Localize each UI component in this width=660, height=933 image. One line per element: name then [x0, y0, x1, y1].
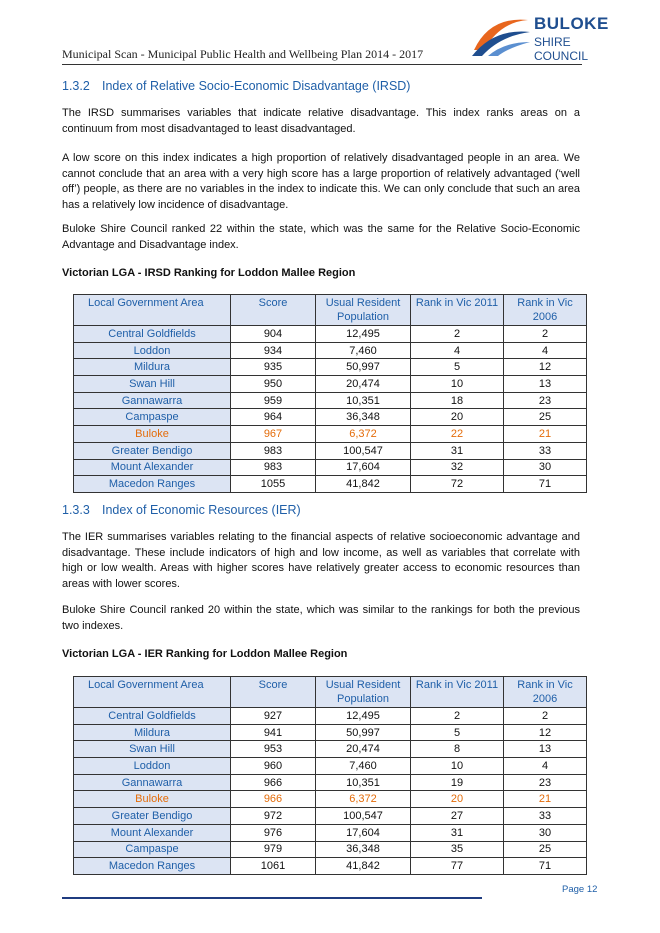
population-cell: 41,842 [316, 476, 411, 493]
lga-cell: Mount Alexander [74, 824, 231, 841]
rank-2006-cell: 13 [504, 376, 587, 393]
rank-2006-cell: 25 [504, 409, 587, 426]
population-cell: 100,547 [316, 442, 411, 459]
population-cell: 17,604 [316, 459, 411, 476]
lga-cell: Swan Hill [74, 376, 231, 393]
section-number: 1.3.3 [62, 503, 90, 517]
score-cell: 966 [231, 791, 316, 808]
lga-cell: Mount Alexander [74, 459, 231, 476]
irsd-table-caption: Victorian LGA - IRSD Ranking for Loddon Mallee Region [62, 267, 356, 279]
ier-paragraph-1: The IER summarises variables relating to the financial aspects of relative socioeconomic advantage and disadvantage. These include indicators of high and low income, as well as variables that correlate with high or low wealth. Areas with higher scores have relatively greater access to economic resources than areas with lower scores. [62, 531, 580, 590]
rank-2006-cell: 71 [504, 476, 587, 493]
ier-paragraph-2: Buloke Shire Council ranked 20 within the state, which was similar to the rankings for both the previous two indexes. [62, 604, 580, 632]
irsd-paragraph-3: Buloke Shire Council ranked 22 within the state, which was the same for the Relative Socio-Economic Advantage and Disadvantage index. [62, 223, 580, 251]
rank-2011-cell: 8 [411, 741, 504, 758]
rank-2006-cell: 13 [504, 741, 587, 758]
population-cell: 100,547 [316, 808, 411, 825]
lga-cell: Buloke [74, 791, 231, 808]
table-row [74, 409, 587, 426]
population-cell: 41,842 [316, 858, 411, 875]
section-heading-ier [62, 503, 301, 517]
table-row [74, 758, 587, 775]
population-cell: 20,474 [316, 741, 411, 758]
population-cell: 10,351 [316, 392, 411, 409]
rank-2006-cell: 71 [504, 858, 587, 875]
rank-2011-cell: 20 [411, 409, 504, 426]
score-cell: 934 [231, 342, 316, 359]
population-cell: 50,997 [316, 359, 411, 376]
population-cell: 50,997 [316, 724, 411, 741]
score-cell: 967 [231, 426, 316, 443]
rank-2011-cell: 27 [411, 808, 504, 825]
lga-cell: Loddon [74, 342, 231, 359]
score-cell: 959 [231, 392, 316, 409]
rank-2006-cell: 30 [504, 459, 587, 476]
lga-cell: Loddon [74, 758, 231, 775]
score-cell: 964 [231, 409, 316, 426]
score-cell: 976 [231, 824, 316, 841]
lga-cell: Campaspe [74, 409, 231, 426]
rank-2011-cell: 2 [411, 708, 504, 725]
rank-2006-cell: 30 [504, 824, 587, 841]
score-cell: 935 [231, 359, 316, 376]
table-row [74, 741, 587, 758]
irsd-paragraph-1: The IRSD summarises variables that indicate relative disadvantage. This index ranks areas on a continuum from most disadvantaged to least disadvantaged. [62, 107, 580, 135]
table-row [74, 459, 587, 476]
column-header-score: Score [231, 295, 316, 326]
section-title: Index of Relative Socio-Economic Disadvantage (IRSD) [102, 79, 411, 93]
table-row [74, 392, 587, 409]
rank-2011-cell: 19 [411, 774, 504, 791]
score-cell: 983 [231, 442, 316, 459]
population-cell: 17,604 [316, 824, 411, 841]
lga-cell: Campaspe [74, 841, 231, 858]
score-cell: 972 [231, 808, 316, 825]
column-header-lga: Local Government Area [74, 295, 231, 326]
rank-2011-cell: 10 [411, 758, 504, 775]
rank-2006-cell: 23 [504, 774, 587, 791]
column-header-rank-2011: Rank in Vic 2011 [411, 295, 504, 326]
score-cell: 979 [231, 841, 316, 858]
score-cell: 1061 [231, 858, 316, 875]
table-row [74, 326, 587, 343]
column-header-rank-2006: Rank in Vic 2006 [504, 295, 587, 326]
rank-2011-cell: 18 [411, 392, 504, 409]
rank-2006-cell: 21 [504, 426, 587, 443]
irsd-ranking-table [73, 294, 587, 493]
rank-2011-cell: 4 [411, 342, 504, 359]
logo-swoosh-icon [470, 10, 532, 60]
score-cell: 904 [231, 326, 316, 343]
lga-cell: Gannawarra [74, 392, 231, 409]
score-cell: 953 [231, 741, 316, 758]
score-cell: 960 [231, 758, 316, 775]
population-cell: 10,351 [316, 774, 411, 791]
lga-cell: Greater Bendigo [74, 808, 231, 825]
rank-2011-cell: 31 [411, 442, 504, 459]
rank-2011-cell: 31 [411, 824, 504, 841]
rank-2011-cell: 2 [411, 326, 504, 343]
score-cell: 950 [231, 376, 316, 393]
rank-2011-cell: 77 [411, 858, 504, 875]
table-row [74, 376, 587, 393]
rank-2006-cell: 12 [504, 724, 587, 741]
column-header-population: Usual Resident Population [316, 677, 411, 708]
column-header-population: Usual Resident Population [316, 295, 411, 326]
rank-2006-cell: 2 [504, 708, 587, 725]
table-header-row [74, 677, 587, 708]
table-row [74, 724, 587, 741]
lga-cell: Swan Hill [74, 741, 231, 758]
rank-2006-cell: 4 [504, 758, 587, 775]
table-row [74, 774, 587, 791]
rank-2011-cell: 22 [411, 426, 504, 443]
section-heading-irsd [62, 79, 410, 93]
page-number: Page 12 [562, 884, 598, 895]
table-row [74, 841, 587, 858]
rank-2011-cell: 5 [411, 359, 504, 376]
population-cell: 6,372 [316, 426, 411, 443]
rank-2006-cell: 21 [504, 791, 587, 808]
population-cell: 7,460 [316, 758, 411, 775]
lga-cell: Gannawarra [74, 774, 231, 791]
rank-2006-cell: 12 [504, 359, 587, 376]
table-header-row [74, 295, 587, 326]
rank-2011-cell: 10 [411, 376, 504, 393]
table-row [74, 808, 587, 825]
rank-2011-cell: 20 [411, 791, 504, 808]
lga-cell: Macedon Ranges [74, 476, 231, 493]
lga-cell: Mildura [74, 724, 231, 741]
score-cell: 966 [231, 774, 316, 791]
table-row [74, 708, 587, 725]
population-cell: 36,348 [316, 409, 411, 426]
rank-2006-cell: 4 [504, 342, 587, 359]
lga-cell: Macedon Ranges [74, 858, 231, 875]
ier-ranking-table [73, 676, 587, 875]
rank-2011-cell: 5 [411, 724, 504, 741]
score-cell: 941 [231, 724, 316, 741]
score-cell: 1055 [231, 476, 316, 493]
rank-2011-cell: 35 [411, 841, 504, 858]
rank-2006-cell: 25 [504, 841, 587, 858]
section-number: 1.3.2 [62, 79, 90, 93]
column-header-rank-2011: Rank in Vic 2011 [411, 677, 504, 708]
population-cell: 12,495 [316, 708, 411, 725]
table-row [74, 858, 587, 875]
header-rule [62, 64, 582, 65]
rank-2006-cell: 2 [504, 326, 587, 343]
rank-2006-cell: 33 [504, 808, 587, 825]
lga-cell: Central Goldfields [74, 326, 231, 343]
logo-subtitle: SHIRE COUNCIL [534, 35, 589, 63]
footer-rule [62, 897, 482, 899]
population-cell: 36,348 [316, 841, 411, 858]
lga-cell: Buloke [74, 426, 231, 443]
ier-table-caption: Victorian LGA - IER Ranking for Loddon Mallee Region [62, 648, 348, 660]
population-cell: 6,372 [316, 791, 411, 808]
rank-2006-cell: 23 [504, 392, 587, 409]
table-row-highlighted [74, 426, 587, 443]
document-header-title: Municipal Scan - Municipal Public Health and Wellbeing Plan 2014 - 2017 [62, 47, 424, 61]
score-cell: 927 [231, 708, 316, 725]
irsd-paragraph-2: A low score on this index indicates a high proportion of relatively disadvantaged people in an area. We cannot conclude that an area with a very high score has a large proportion of relatively advantaged (‘well off’) people, as there are no variables in the index to indicate this. We can only conclude that such an area has a relatively low incidence of disadvantage. [62, 152, 580, 211]
logo-name: BULOKE [534, 14, 609, 33]
table-row-highlighted [74, 791, 587, 808]
table-row [74, 342, 587, 359]
population-cell: 20,474 [316, 376, 411, 393]
table-row [74, 476, 587, 493]
column-header-lga: Local Government Area [74, 677, 231, 708]
column-header-score: Score [231, 677, 316, 708]
table-row [74, 442, 587, 459]
population-cell: 12,495 [316, 326, 411, 343]
section-title: Index of Economic Resources (IER) [102, 503, 301, 517]
table-row [74, 824, 587, 841]
lga-cell: Greater Bendigo [74, 442, 231, 459]
buloke-logo [470, 8, 610, 62]
rank-2006-cell: 33 [504, 442, 587, 459]
column-header-rank-2006: Rank in Vic 2006 [504, 677, 587, 708]
lga-cell: Mildura [74, 359, 231, 376]
score-cell: 983 [231, 459, 316, 476]
table-row [74, 359, 587, 376]
population-cell: 7,460 [316, 342, 411, 359]
rank-2011-cell: 72 [411, 476, 504, 493]
rank-2011-cell: 32 [411, 459, 504, 476]
lga-cell: Central Goldfields [74, 708, 231, 725]
